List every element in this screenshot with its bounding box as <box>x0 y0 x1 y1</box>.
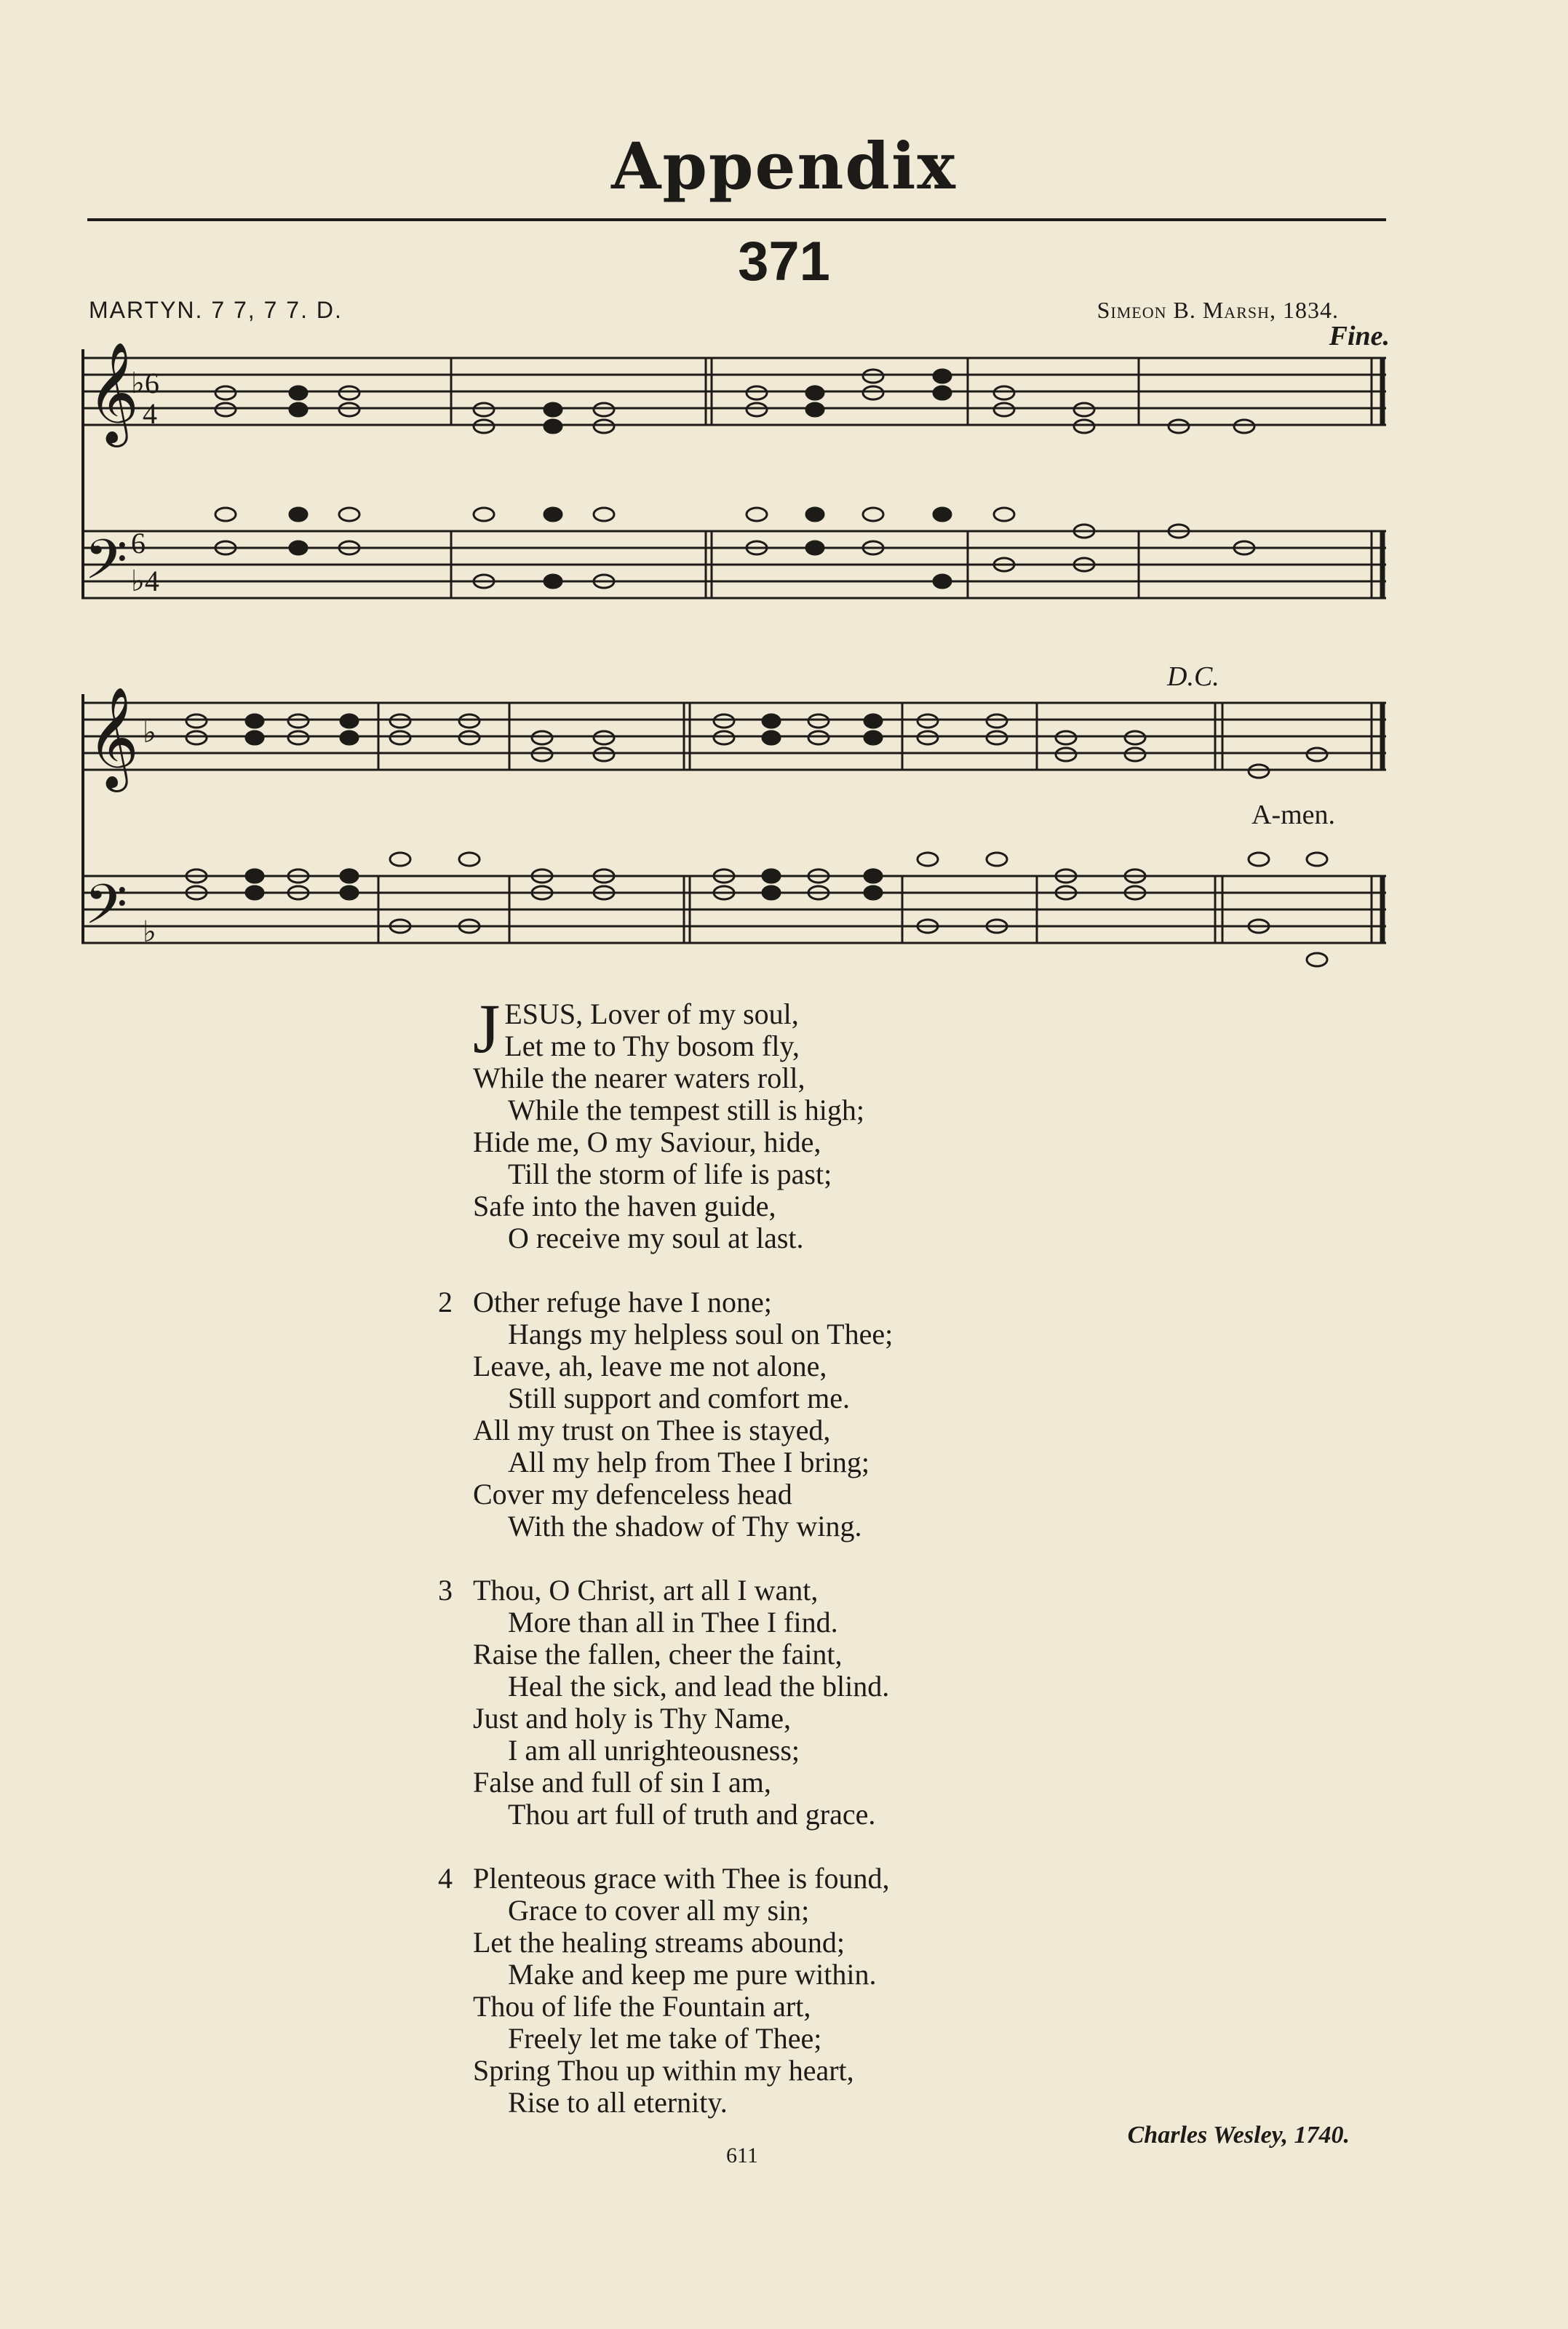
verse-line: Freely let me take of Thee; <box>508 2022 822 2055</box>
verse-line: Till the storm of life is past; <box>508 1158 832 1190</box>
verse-line: While the nearer waters roll, <box>473 1062 805 1094</box>
barlines-1 <box>451 358 1382 598</box>
treble-clef-1: 𝄞 <box>87 342 139 443</box>
verse-line: Make and keep me pure within. <box>508 1958 877 1991</box>
hymn-number: 371 <box>738 231 830 292</box>
verse-line: Let me to Thy bosom fly, <box>504 1030 800 1062</box>
svg-text:♭: ♭ <box>143 716 156 749</box>
verse-line: False and full of sin I am, <box>473 1766 771 1799</box>
verse-line: Let the healing streams abound; <box>473 1926 845 1959</box>
verse-line: Hangs my helpless soul on Thee; <box>508 1318 894 1350</box>
fine-marking: Fine. <box>1329 321 1390 351</box>
verse-line: ESUS, Lover of my soul, <box>504 998 799 1030</box>
verse-line: Plenteous grace with Thee is found, <box>473 1862 890 1895</box>
verse-line: All my help from Thee I bring; <box>508 1446 869 1478</box>
verse-line: Safe into the haven guide, <box>473 1190 776 1222</box>
bass-staff-2 <box>81 876 1386 943</box>
verse-line: Leave, ah, leave me not alone, <box>473 1350 827 1382</box>
amen-text: A-men. <box>1251 800 1336 830</box>
verse-line: O receive my soul at last. <box>508 1222 804 1254</box>
verse-line: Thou of life the Fountain art, <box>473 1990 811 2023</box>
verse-line: I am all unrighteousness; <box>508 1734 800 1767</box>
treble-clef-2: 𝄞 <box>87 687 139 788</box>
verse-3 <box>438 1574 1419 1831</box>
music-system-1 <box>81 342 1386 605</box>
verse-line: Grace to cover all my sin; <box>508 1894 810 1927</box>
verse-4 <box>438 1862 1419 2119</box>
notes-treble-1 <box>215 370 1254 433</box>
verse-line: Heal the sick, and lead the blind. <box>508 1670 890 1703</box>
verse-line: Thou, O Christ, art all I want, <box>473 1574 819 1607</box>
verse-number: 3 <box>438 1574 453 1607</box>
bass-key-time-1: 6 <box>131 527 146 560</box>
tune-name: MARTYN. 7 7, 7 7. D. <box>89 297 343 323</box>
verse-line: Rise to all eternity. <box>508 2086 728 2119</box>
music-score <box>0 0 1568 990</box>
bass-clef-2: 𝄢 <box>84 872 128 950</box>
svg-text:♭4: ♭4 <box>131 565 159 597</box>
page-number: 611 <box>726 2143 758 2167</box>
page-heading: Appendix <box>611 128 957 204</box>
verse-line: Just and holy is Thy Name, <box>473 1702 792 1735</box>
verse-1 <box>473 990 1419 1254</box>
drop-cap: J <box>473 990 501 1067</box>
verse-line: All my trust on Thee is stayed, <box>473 1414 831 1446</box>
verse-number: 2 <box>438 1286 453 1318</box>
bass-clef-1: 𝄢 <box>84 527 128 605</box>
verse-line: Other refuge have I none; <box>473 1286 772 1318</box>
verse-line: Raise the fallen, cheer the faint, <box>473 1638 843 1671</box>
treble-staff-1 <box>81 358 1386 425</box>
svg-text:♭: ♭ <box>143 915 156 948</box>
verse-2 <box>438 1286 1419 1542</box>
verse-line: Spring Thou up within my heart, <box>473 2054 854 2087</box>
dc-marking: D.C. <box>1167 661 1219 692</box>
verse-line: While the tempest still is high; <box>508 1094 864 1126</box>
bass-staff-1 <box>81 531 1386 598</box>
verse-number: 4 <box>438 1862 453 1895</box>
music-system-2 <box>81 687 1386 966</box>
svg-text:4: 4 <box>143 397 157 430</box>
verse-line: Hide me, O my Saviour, hide, <box>473 1126 821 1158</box>
verse-line: Still support and comfort me. <box>508 1382 850 1414</box>
verse-line: Thou art full of truth and grace. <box>508 1798 876 1831</box>
notes-treble-2 <box>186 714 1327 778</box>
verse-line: Cover my defenceless head <box>473 1478 792 1510</box>
verse-line: More than all in Thee I find. <box>508 1606 838 1639</box>
treble-key-time-1: ♭6 <box>131 367 159 399</box>
composer-credit: Simeon B. Marsh, 1834. <box>1097 297 1339 323</box>
verse-line: With the shadow of Thy wing. <box>508 1510 862 1542</box>
hymn-text <box>438 990 1419 2151</box>
author-credit: Charles Wesley, 1740. <box>1127 2122 1350 2149</box>
